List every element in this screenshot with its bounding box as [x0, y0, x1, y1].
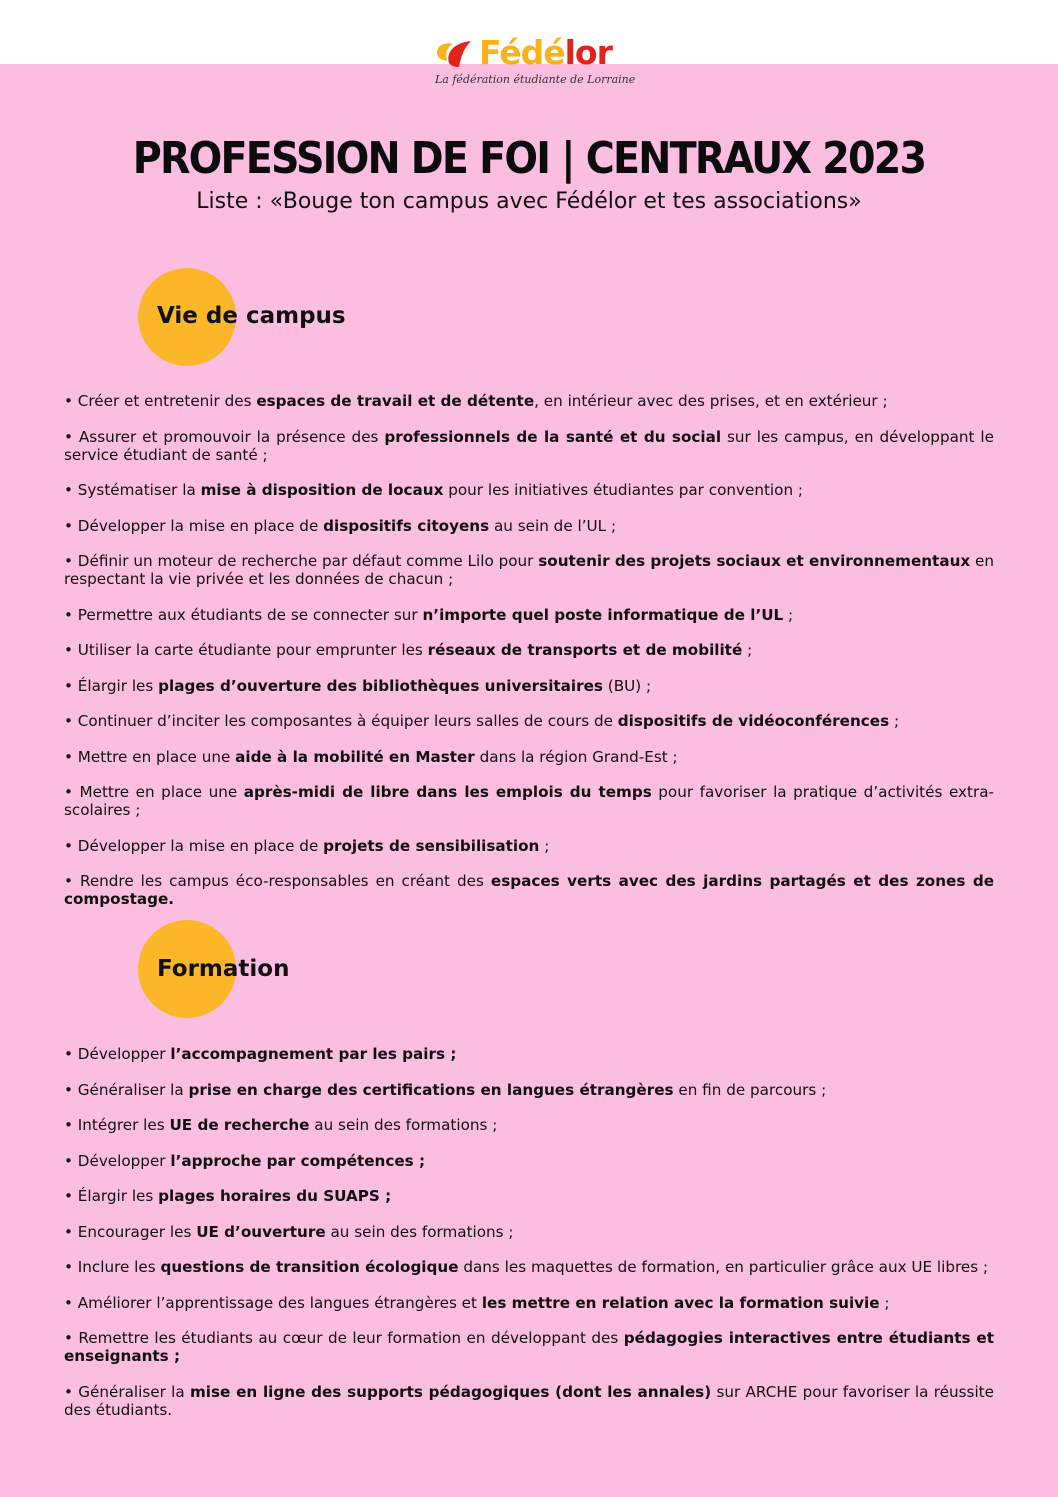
list-item [64, 783, 994, 819]
logo-wordmark-part1: Fédé [479, 33, 565, 72]
logo-wordmark-part2: lor [564, 33, 612, 72]
list-item [64, 1223, 994, 1241]
list-item-text: • Inclure les [64, 1258, 161, 1276]
list-item [64, 748, 994, 766]
list-item [64, 606, 994, 624]
list-item-text: • Élargir les [64, 676, 159, 695]
list-item [64, 1152, 994, 1170]
list-item [64, 428, 994, 464]
list-item [64, 552, 994, 588]
list-item-text: • Élargir les [64, 1187, 159, 1205]
list-item-emphasis: mise à disposition de locaux [200, 481, 444, 499]
list-item-text: pour les initiatives étudiantes par convention ; [443, 481, 804, 499]
list-item-text: au sein des formations ; [325, 1222, 514, 1241]
list-item-text: ; [889, 712, 900, 730]
list-item-emphasis: après-midi de libre dans les emplois du temps [243, 783, 652, 801]
list-item-emphasis: espaces verts avec des jardins partagés et des zones de compostage. [64, 872, 994, 908]
list-item [64, 392, 994, 410]
list-item [64, 641, 994, 659]
list-item-text: • Encourager les [64, 1222, 197, 1241]
list-item [64, 872, 994, 908]
list-item [64, 1187, 994, 1205]
list-item-text: • Développer la mise en place de [64, 836, 324, 855]
section-list-formation [64, 1045, 994, 1419]
list-item-text: • Rendre les campus éco-responsables en créant des [64, 872, 491, 890]
list-item-text: au sein des formations ; [309, 1116, 498, 1134]
list-item-emphasis: l’approche par compétences ; [170, 1151, 426, 1170]
list-item-text: (BU) ; [602, 676, 652, 695]
list-item [64, 1258, 994, 1276]
fedelor-logo [433, 33, 636, 90]
list-item-text: pour favoriser la pratique d’activités extra-scolaires ; [64, 783, 994, 819]
list-item-text: • Définir un moteur de recherche par défaut comme Lilo pour [64, 552, 539, 570]
list-item-text: • Continuer d’inciter les composantes à équiper leurs salles de cours de [64, 712, 618, 730]
section-title-formation: Formation [157, 956, 290, 982]
list-item-text: dans les maquettes de formation, en particulier grâce aux UE libres ; [458, 1258, 989, 1276]
list-item [64, 712, 994, 730]
list-item-emphasis: aide à la mobilité en Master [235, 747, 475, 766]
list-item-text: • Développer [64, 1151, 171, 1170]
list-item [64, 481, 994, 499]
logo-wordmark [479, 33, 612, 72]
list-item [64, 1045, 994, 1063]
list-item-text: • Développer [64, 1045, 171, 1063]
list-item-emphasis: les mettre en relation avec la formation suivie [481, 1293, 880, 1312]
list-item-text: • Généraliser la [64, 1382, 190, 1401]
list-item [64, 1294, 994, 1312]
list-item-emphasis: dispositifs de vidéoconférences [617, 712, 890, 730]
list-item-text: en fin de parcours ; [673, 1080, 827, 1099]
list-item-emphasis: projets de sensibilisation [323, 836, 540, 855]
list-item-text: • Systématiser la [64, 481, 201, 499]
list-item-text: dans la région Grand-Est ; [474, 747, 678, 766]
section-title-vie-de-campus: Vie de campus [157, 303, 346, 329]
list-item-text: en respectant la vie privée et les données de chacun ; [64, 552, 995, 588]
list-item-text: sur ARCHE pour favoriser la réussite des étudiants. [64, 1382, 994, 1419]
list-item-emphasis: pédagogies interactives entre étudiants et enseignants ; [64, 1329, 994, 1365]
list-item-emphasis: soutenir des projets sociaux et environnementaux [538, 552, 971, 570]
list-item-emphasis: questions de transition écologique [160, 1258, 459, 1276]
list-item-text: ; [783, 605, 794, 624]
list-item-text: • Créer et entretenir des [64, 392, 257, 410]
list-item [64, 1329, 994, 1365]
list-item-emphasis: UE d’ouverture [196, 1222, 326, 1241]
page-title: PROFESSION DE FOI | CENTRAUX 2023 [132, 133, 926, 184]
list-item [64, 1081, 994, 1099]
list-item-emphasis: prise en charge des certifications en langues étrangères [188, 1080, 674, 1099]
list-item-text: au sein de l’UL ; [489, 516, 617, 535]
list-item-text: • Utiliser la carte étudiante pour emprunter les [64, 641, 428, 659]
list-item-emphasis: réseaux de transports et de mobilité [427, 641, 743, 659]
list-item-text: • Améliorer l’apprentissage des langues étrangères et [64, 1293, 482, 1312]
list-item-text: sur les campus, en développant le service étudiant de santé ; [64, 427, 994, 464]
flame-logo-icon [433, 39, 477, 69]
list-item [64, 677, 994, 695]
list-item-emphasis: professionnels de la santé et du social [384, 427, 722, 446]
list-item-text: • Permettre aux étudiants de se connecter sur [64, 605, 423, 624]
list-item-emphasis: espaces de travail et de détente [256, 392, 535, 410]
list-item-emphasis: plages horaires du SUAPS ; [158, 1187, 392, 1205]
list-item-text: • Assurer et promouvoir la présence des [64, 427, 385, 446]
list-item-emphasis: l’accompagnement par les pairs ; [170, 1045, 457, 1063]
list-item-text: • Généraliser la [64, 1080, 189, 1099]
list-item [64, 837, 994, 855]
list-item-emphasis: dispositifs citoyens [323, 516, 490, 535]
list-item-text: • Mettre en place une [64, 747, 236, 766]
list-item-text: ; [539, 836, 550, 855]
page-subtitle: Liste : «Bouge ton campus avec Fédélor et tes associations» [196, 189, 862, 214]
list-item-emphasis: mise en ligne des supports pédagogiques (dont les annales) [189, 1382, 712, 1401]
list-item [64, 517, 994, 535]
list-item-emphasis: n’importe quel poste informatique de l’UL [422, 605, 784, 624]
list-item-text: ; [879, 1293, 890, 1312]
list-item-emphasis: plages d’ouverture des bibliothèques universitaires [158, 676, 603, 695]
list-item [64, 1383, 994, 1419]
list-item-text: • Développer la mise en place de [64, 516, 324, 535]
list-item-emphasis: UE de recherche [169, 1116, 310, 1134]
list-item [64, 1116, 994, 1134]
list-item-text: , en intérieur avec des prises, et en extérieur ; [534, 392, 888, 410]
list-item-text: • Mettre en place une [64, 783, 244, 801]
list-item-text: • Intégrer les [64, 1116, 170, 1134]
list-item-text: ; [742, 641, 753, 659]
logo-tagline: La fédération étudiante de Lorraine [435, 73, 636, 86]
section-list-vie-de-campus [64, 392, 994, 908]
list-item-text: • Remettre les étudiants au cœur de leur formation en développant des [64, 1329, 624, 1347]
